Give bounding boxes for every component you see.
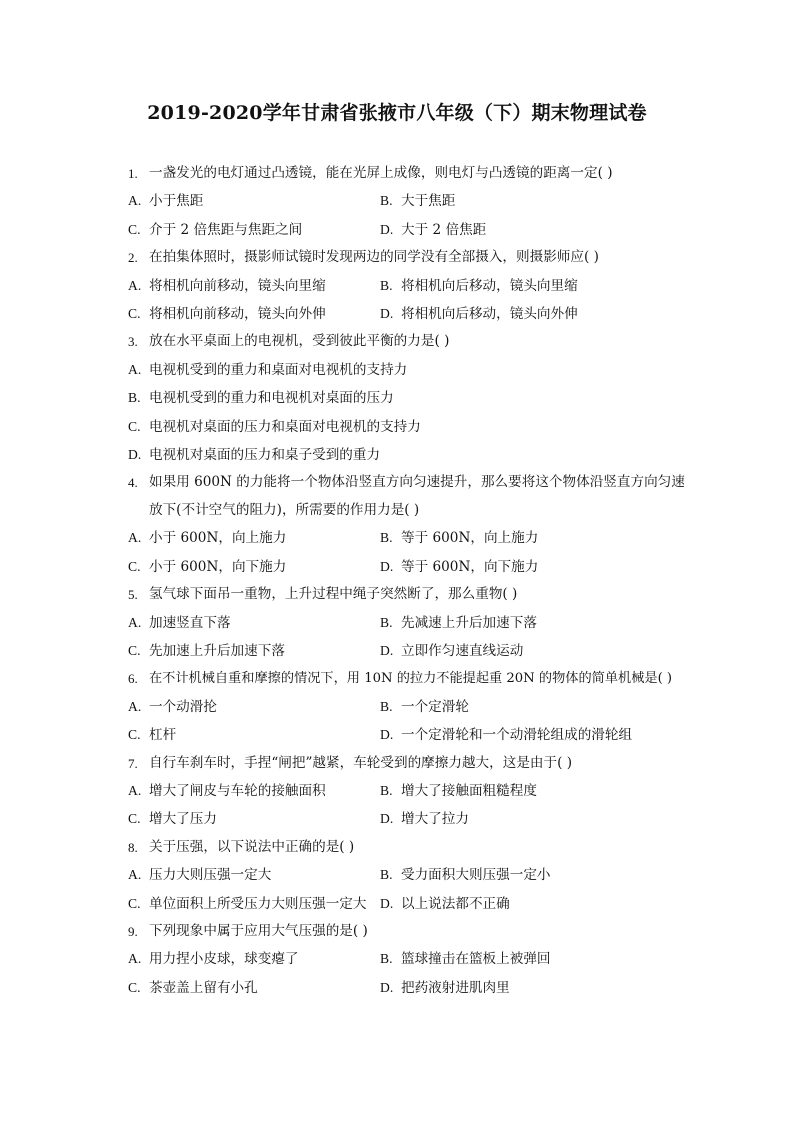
question-8: [128, 834, 698, 918]
question-stem: [128, 750, 698, 777]
option-row: [128, 609, 698, 637]
question-text: 关于压强，以下说法中正确的是( ): [149, 838, 355, 855]
option-c: C. 茶壶盖上留有小孔: [128, 979, 258, 996]
question-stem: [128, 834, 698, 861]
option-row: [128, 721, 698, 749]
question-stem: [128, 469, 698, 524]
question-2: [128, 244, 698, 328]
question-3: [128, 328, 698, 469]
option-row: [128, 441, 698, 469]
question-number: 1.: [128, 166, 138, 181]
question-number: 5.: [128, 587, 138, 603]
question-text: 氢气球下面吊一重物，上升过程中绳子突然断了，那么重物( ): [149, 586, 518, 603]
question-number: 7.: [128, 755, 138, 771]
page-title: 2019-2020学年甘肃省张掖市八年级（下）期末物理试卷: [147, 102, 647, 124]
question-text: 一盏发光的电灯通过凸透镜，能在光屏上成像，则电灯与凸透镜的距离一定( ): [149, 165, 613, 181]
question-stem: [128, 918, 698, 945]
option-a: A. 增大了闸皮与车轮的接触面积: [128, 782, 326, 799]
option-c: C. 将相机向前移动，镜头向外伸: [128, 306, 326, 323]
question-4: [128, 469, 698, 581]
option-d: D. 电视机对桌面的压力和桌子受到的重力: [128, 447, 381, 464]
option-a: A. 小于 600N，向上施力: [128, 530, 287, 547]
question-9: [128, 918, 698, 1002]
option-row: [128, 553, 698, 581]
question-number: 4.: [128, 475, 138, 491]
option-a: A. 加速竖直下落: [128, 614, 231, 631]
option-a: A. 压力大则压强一定大: [128, 867, 272, 884]
question-text: 放在水平桌面上的电视机，受到彼此平衡的力是( ): [149, 333, 450, 350]
question-number: 8.: [128, 839, 138, 855]
option-c: C. 先加速上升后加速下落: [128, 642, 285, 659]
option-a: A. 电视机受到的重力和桌面对电视机的支持力: [128, 361, 408, 378]
question-text: 下列现象中属于应用大气压强的是( ): [149, 922, 368, 939]
option-b: B. 受力面积大则压强一定小: [380, 867, 551, 884]
option-c: C. 小于 600N，向下施力: [128, 558, 287, 575]
question-number: 6.: [128, 671, 138, 687]
option-row: [128, 272, 698, 300]
option-row: [128, 216, 698, 244]
option-d: D. 大于 2 倍焦距: [380, 221, 487, 238]
option-row: [128, 187, 698, 215]
option-b: B. 等于 600N，向上施力: [380, 530, 539, 547]
question-5: [128, 581, 698, 665]
option-d: D. 一个定滑轮和一个动滑轮组成的滑轮组: [380, 727, 633, 744]
question-6: [128, 665, 698, 749]
option-d: D. 将相机向后移动，镜头向外伸: [380, 306, 578, 323]
option-c: C. 电视机对桌面的压力和桌面对电视机的支持力: [128, 418, 421, 435]
question-stem: [128, 244, 698, 271]
option-a: A. 用力捏小皮球，球变瘪了: [128, 951, 299, 968]
question-1: [128, 160, 698, 244]
option-b: B. 增大了接触面粗糙程度: [380, 782, 537, 799]
option-c: C. 杠杆: [128, 727, 177, 744]
option-a: A. 小于焦距: [128, 193, 204, 210]
question-stem: [128, 328, 698, 355]
option-row: [128, 300, 698, 328]
option-d: D. 以上说法都不正确: [380, 895, 510, 912]
option-b: B. 篮球撞击在篮板上被弹回: [380, 951, 551, 968]
option-c: C. 单位面积上所受压力大则压强一定大: [128, 895, 367, 912]
option-row: [128, 384, 698, 412]
option-row: [128, 413, 698, 441]
question-stem: [128, 665, 698, 692]
option-row: [128, 777, 698, 805]
option-c: C. 介于 2 倍焦距与焦距之间: [128, 221, 303, 238]
option-b: B. 电视机受到的重力和电视机对桌面的压力: [128, 390, 394, 407]
option-row: [128, 805, 698, 833]
question-7: [128, 750, 698, 834]
option-d: D. 增大了拉力: [380, 811, 469, 828]
question-text: 自行车刹车时，手捏“闸把”越紧，车轮受到的摩擦力越大，这是由于( ): [149, 754, 573, 771]
option-row: [128, 974, 698, 1002]
option-row: [128, 693, 698, 721]
question-number: 9.: [128, 923, 138, 939]
question-number: 3.: [128, 334, 138, 350]
question-stem: [128, 160, 698, 187]
option-row: [128, 637, 698, 665]
question-text: 如果用 600N 的力能将一个物体沿竖直方向匀速提升，那么要将这个物体沿竖直方向匀速放下(不计空气的阻力)，所需要的作用力是( ): [149, 474, 685, 518]
question-number: 2.: [128, 250, 138, 266]
question-list: [128, 160, 698, 1002]
option-row: [128, 890, 698, 918]
option-d: D. 等于 600N，向下施力: [380, 558, 539, 575]
option-row: [128, 524, 698, 552]
option-c: C. 增大了压力: [128, 811, 217, 828]
option-row: [128, 861, 698, 889]
option-b: B. 一个定滑轮: [380, 698, 469, 715]
option-b: B. 将相机向后移动，镜头向里缩: [380, 277, 578, 294]
option-a: A. 一个动滑抡: [128, 698, 217, 715]
option-row: [128, 356, 698, 384]
option-a: A. 将相机向前移动，镜头向里缩: [128, 277, 326, 294]
question-text: 在不计机械自重和摩擦的情况下，用 10N 的拉力不能提起重 20N 的物体的简单机械是( ): [149, 671, 673, 687]
option-d: D. 立即作匀速直线运动: [380, 642, 524, 659]
option-b: B. 先减速上升后加速下落: [380, 614, 537, 631]
question-text: 在拍集体照时，摄影师试镜时发现两边的同学没有全部摄入，则摄影师应( ): [149, 249, 599, 266]
option-b: B. 大于焦距: [380, 193, 456, 210]
option-d: D. 把药液射进肌肉里: [380, 979, 510, 996]
option-row: [128, 945, 698, 973]
question-stem: [128, 581, 698, 608]
